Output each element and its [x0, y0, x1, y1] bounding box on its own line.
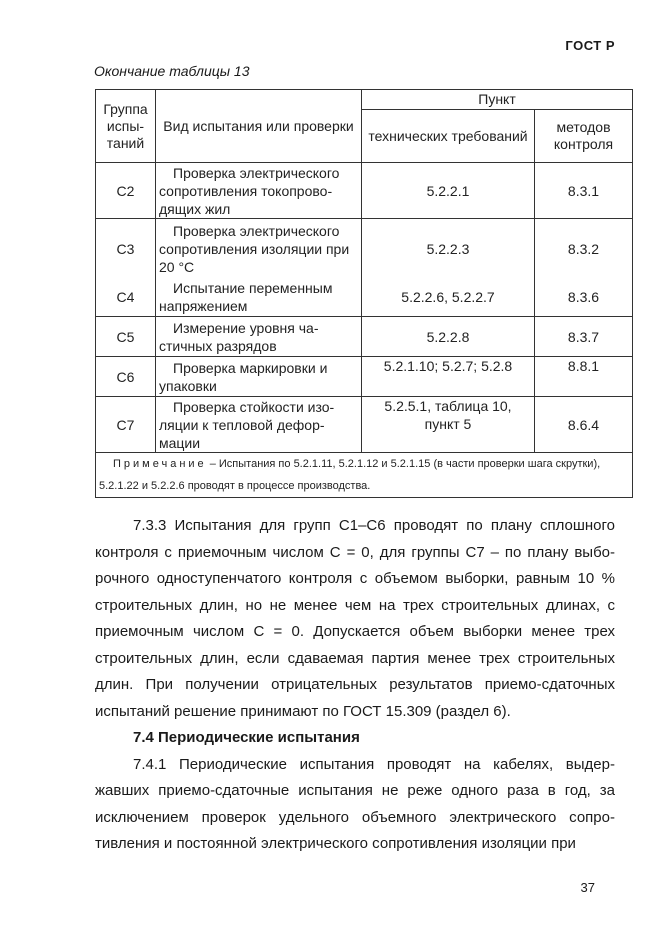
table-row: [96, 219, 633, 279]
cell-test: Испытание переменным напряжением: [156, 279, 362, 317]
header-group: Группа испы- таний: [96, 90, 156, 163]
table-row: [96, 163, 633, 219]
table-row: [96, 397, 633, 453]
cell-requirement: 5.2.2.6, 5.2.2.7: [362, 279, 535, 317]
cell-group: С3: [96, 219, 156, 279]
cell-requirement: 5.2.2.8: [362, 317, 535, 357]
paragraph-7-4-1: 7.4.1 Периодические испытания проводят на кабелях, выдер- жавших приемо-сдаточные испытания не реже одного раза в год, за исключением проверок удельного объемного электрического сопро- тивления и постоянной электрического сопротивления изоляции при: [95, 755, 615, 852]
table-row: [96, 317, 633, 357]
cell-group: С7: [96, 397, 156, 453]
cell-method: 8.3.6: [535, 279, 633, 317]
header-clause: Пункт: [362, 90, 633, 110]
cell-test: Проверка электрического сопротивления токопрово- дящих жил: [156, 163, 362, 219]
header-test-type: Вид испытания или проверки: [156, 90, 362, 163]
cell-requirement: 5.2.5.1, таблица 10, пункт 5: [362, 397, 535, 453]
cell-group: С2: [96, 163, 156, 219]
header-technical-requirements: технических требований: [362, 110, 535, 163]
cell-test: Проверка стойкости изо- ляции к тепловой дефор- мации: [156, 397, 362, 453]
table-note: [96, 453, 633, 498]
header-test-methods: методов контроля: [535, 110, 633, 163]
cell-requirement: 5.2.2.1: [362, 163, 535, 219]
cell-requirement: 5.2.2.3: [362, 219, 535, 279]
cell-method: 8.8.1: [535, 357, 633, 397]
note-row: [96, 453, 633, 498]
cell-group: С6: [96, 357, 156, 397]
table-caption: Окончание таблицы 13: [94, 63, 250, 79]
note-text: – Испытания по 5.2.1.11, 5.2.1.12 и 5.2.1.15 (в части проверки шага скрутки), 5.2.1.22 и 5.2.2.6 проводят в процессе производства.: [99, 458, 601, 492]
table-row: [96, 279, 633, 317]
note-label: Примечание: [113, 458, 207, 470]
table-row: [96, 357, 633, 397]
cell-test: Проверка электрического сопротивления изоляции при 20 °С: [156, 219, 362, 279]
cell-test: Измерение уровня ча- стичных разрядов: [156, 317, 362, 357]
page-number: 37: [580, 880, 595, 895]
tests-table: [95, 89, 633, 498]
cell-method: 8.3.1: [535, 163, 633, 219]
body-text: [95, 513, 615, 858]
cell-method: 8.3.2: [535, 219, 633, 279]
cell-group: С5: [96, 317, 156, 357]
cell-method: 8.6.4: [535, 397, 633, 453]
section-heading-7-4: 7.4 Периодические испытания: [133, 729, 360, 746]
standard-header: ГОСТ Р: [565, 38, 615, 53]
cell-group: С4: [96, 279, 156, 317]
cell-test: Проверка маркировки и упаковки: [156, 357, 362, 397]
cell-method: 8.3.7: [535, 317, 633, 357]
paragraph-7-3-3: 7.3.3 Испытания для групп С1–С6 проводят по плану сплошного контроля с приемочным числом С = 0, для группы С7 – по плану выбо- рочного одноступенчатого контроля с объемом выборки, равным 10 % строительных длин, но не менее чем на трех строительных длинах, с приемочным числом С = 0. Допускается объем выборки менее трех строительных длин, если сдаваемая партия менее трех строительных длин. При получении отрицательных результатов приемо-сдаточных испытаний решение принимают по ГОСТ 15.309 (раздел 6).: [95, 517, 615, 720]
cell-requirement: 5.2.1.10; 5.2.7; 5.2.8: [362, 357, 535, 397]
